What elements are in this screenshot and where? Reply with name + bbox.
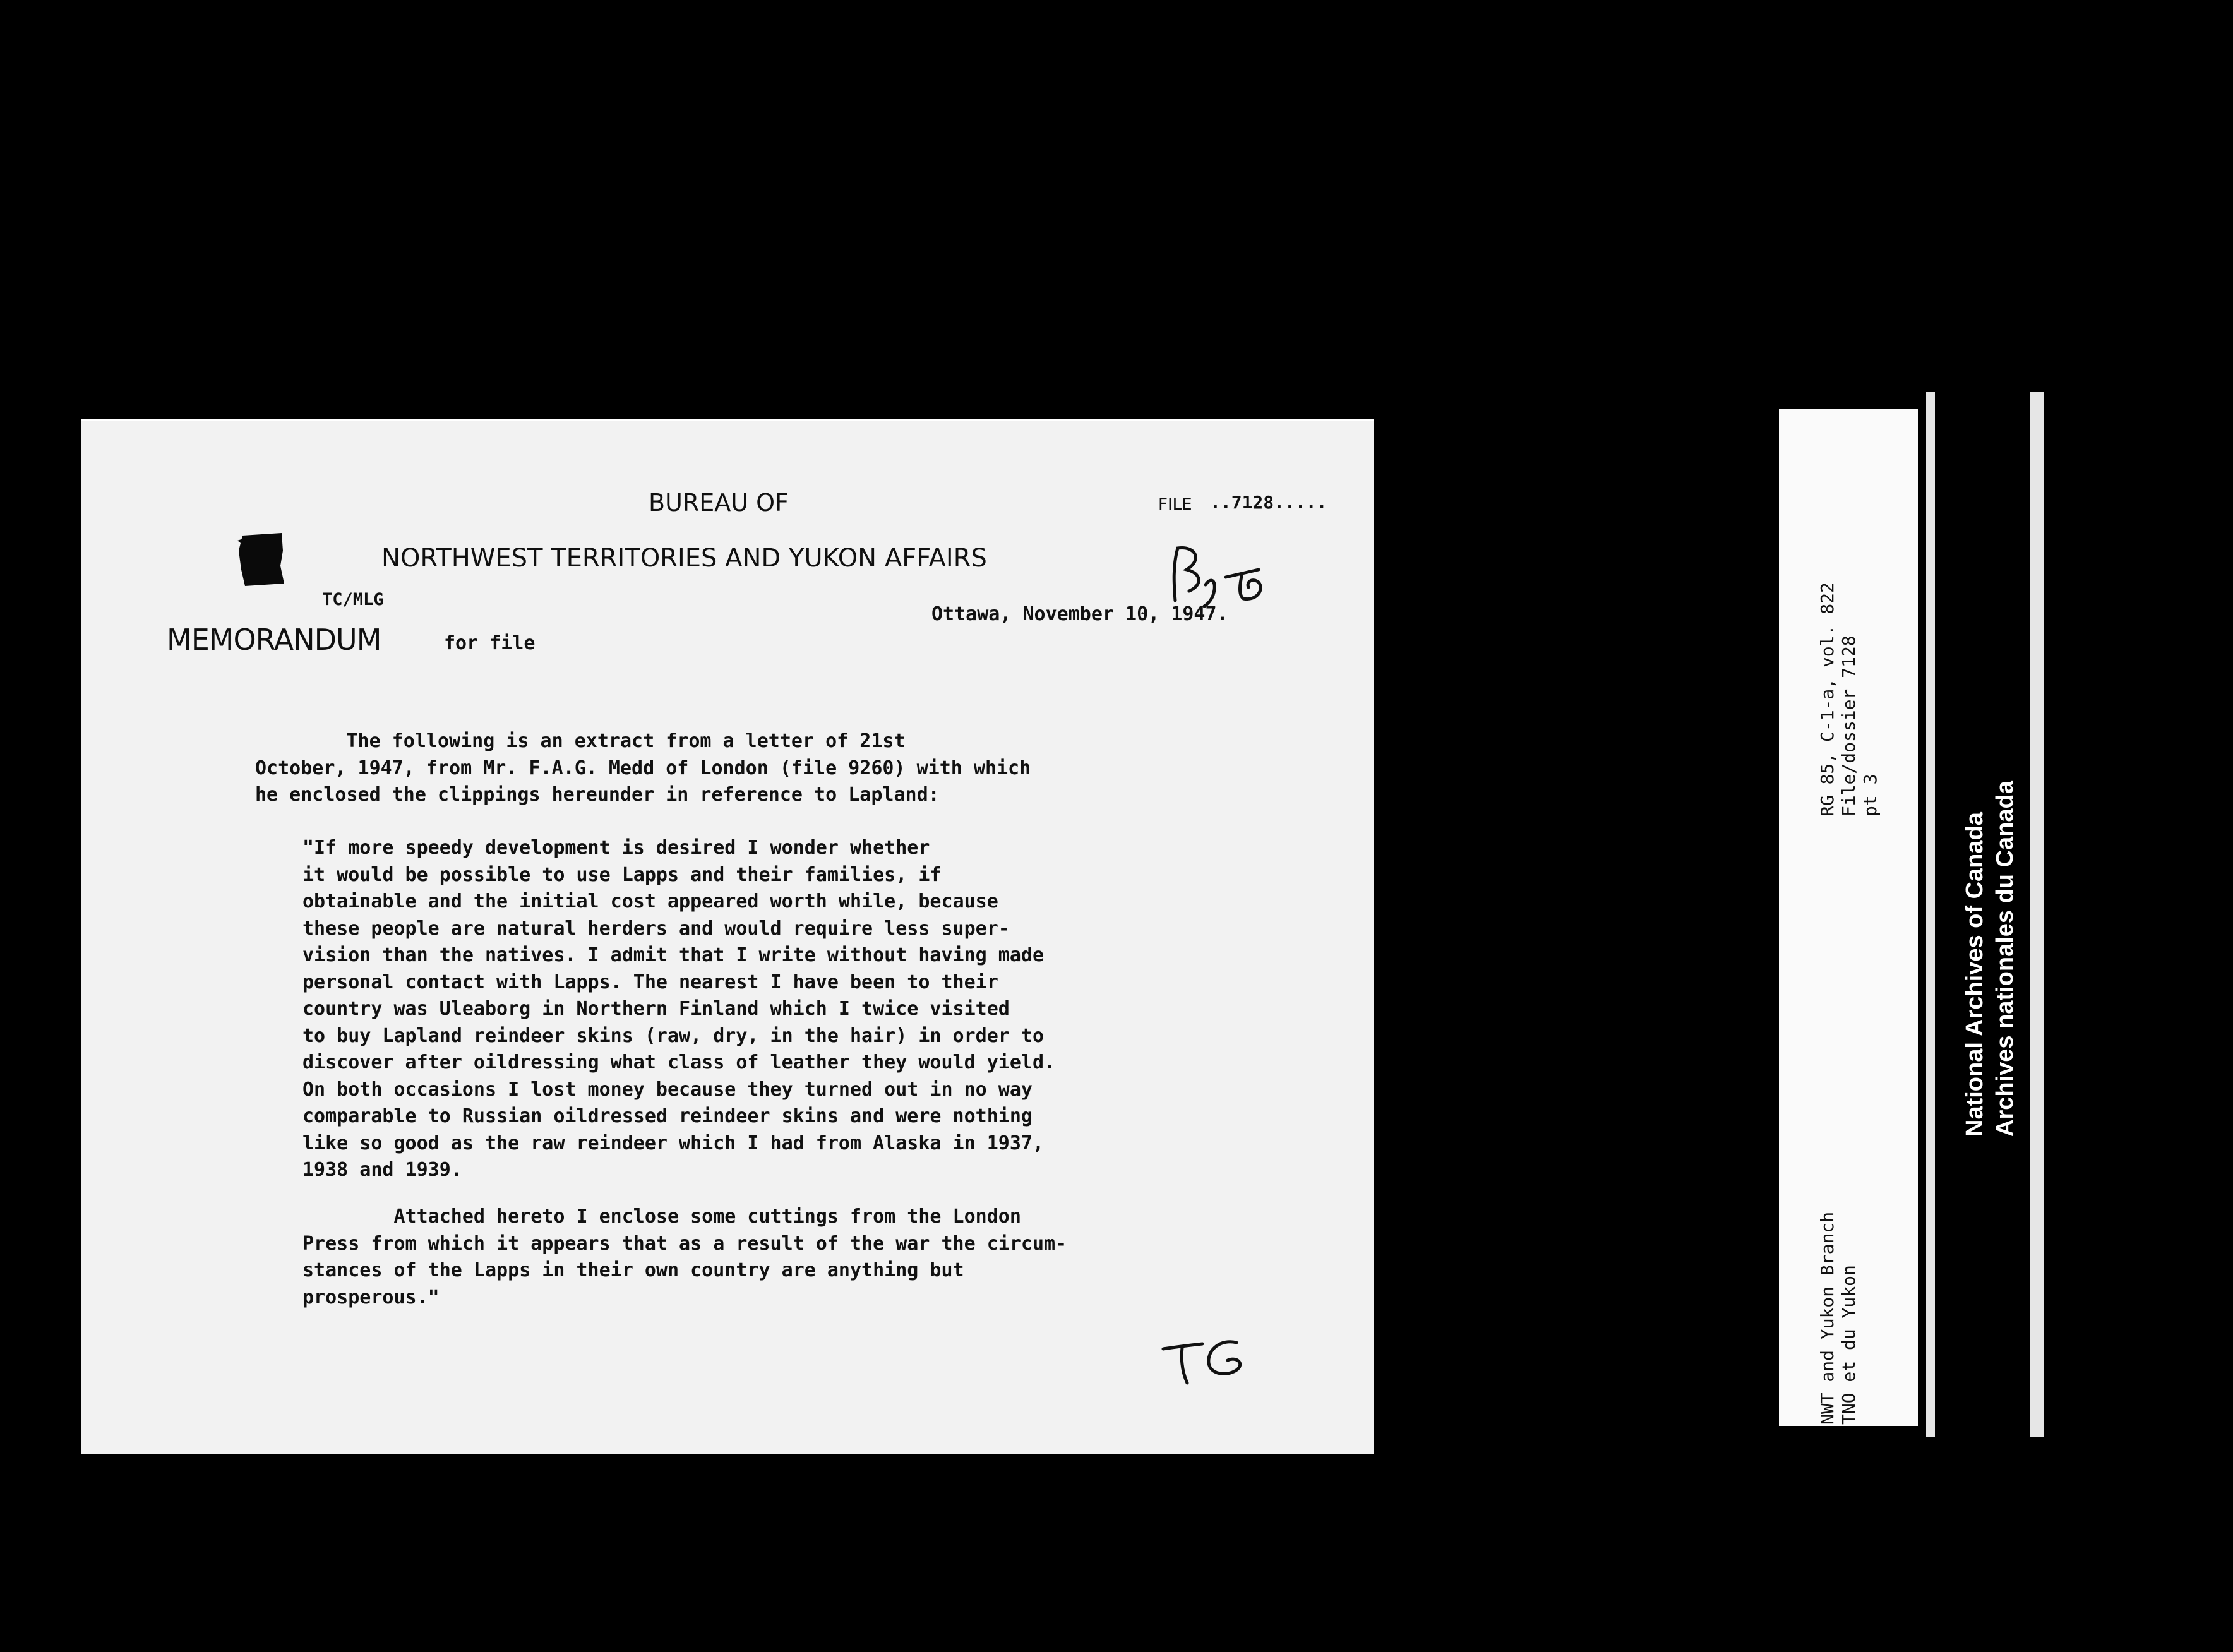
text-line: like so good as the raw reindeer which I had from Alaska in 1937, [302,1132,1044,1154]
text-line: The following is an extract from a letter of 21st [255,730,906,752]
corner-stamp-mark [237,532,285,586]
header-bureau: BUREAU OF [649,489,789,517]
memorandum-page [81,419,1374,1454]
paragraph-quote [302,835,1055,1184]
handwritten-initials-bottom [1161,1330,1255,1387]
text-line: October, 1947, from Mr. F.A.G. Medd of London (file 9260) with which [255,757,1031,779]
memo-date: Ottawa, November 10, 1947. [931,603,1228,625]
paragraph-intro [255,728,1031,809]
reference-line: RG 85, C-1-a, vol. 822 [1817,582,1838,817]
file-number: ..7128..... [1210,492,1327,513]
memorandum-title: MEMORANDUM [167,623,381,657]
typist-initials: TC/MLG [322,590,384,609]
archive-reference-label [1779,409,1918,1426]
archive-name-english: National Archives of Canada [1961,812,1988,1137]
text-line: comparable to Russian oildressed reindeer skins and were nothing [302,1105,1033,1127]
archive-banner-band [1935,392,2030,1437]
reference-line: pt 3 [1860,774,1881,817]
text-line: it would be possible to use Lapps and their families, if [302,863,942,886]
for-file-label: for file [444,632,536,654]
text-line: to buy Lapland reindeer skins (raw, dry, in the hair) in order to [302,1024,1044,1047]
text-line: personal contact with Lapps. The nearest I have been to their [302,971,998,993]
branch-line: TNO et du Yukon [1838,1265,1859,1425]
text-line: these people are natural herders and would require less super- [302,917,1010,940]
text-line: Attached hereto I enclose some cuttings from the London [302,1206,1021,1228]
text-line: country was Uleaborg in Northern Finland which I twice visited [302,998,1010,1020]
text-line: stances of the Lapps in their own country are anything but [302,1259,964,1281]
text-line: he enclosed the clippings hereunder in reference to Lapland: [255,784,940,806]
text-line: obtainable and the initial cost appeared worth while, because [302,890,998,913]
text-line: On both occasions I lost money because they turned out in no way [302,1078,1033,1101]
paragraph-closing [302,1204,1067,1311]
text-line: prosperous." [302,1286,440,1308]
text-line: Press from which it appears that as a result of the war the circum- [302,1232,1067,1255]
text-line: vision than the natives. I admit that I write without having made [302,944,1044,966]
text-line: "If more speedy development is desired I wonder whether [302,837,930,859]
header-organization: NORTHWEST TERRITORIES AND YUKON AFFAIRS [381,544,987,573]
reference-line: File/dossier 7128 [1838,635,1859,817]
text-line: 1938 and 1939. [302,1159,462,1181]
archive-name-french: Archives nationales du Canada [1992,781,2018,1137]
branch-line: NWT and Yukon Branch [1817,1211,1838,1425]
file-label: FILE [1158,495,1192,514]
text-line: discover after oildressing what class of leather they would yield. [302,1051,1056,1074]
archive-banner [1926,392,2044,1437]
handwritten-initials-top [1164,541,1278,610]
